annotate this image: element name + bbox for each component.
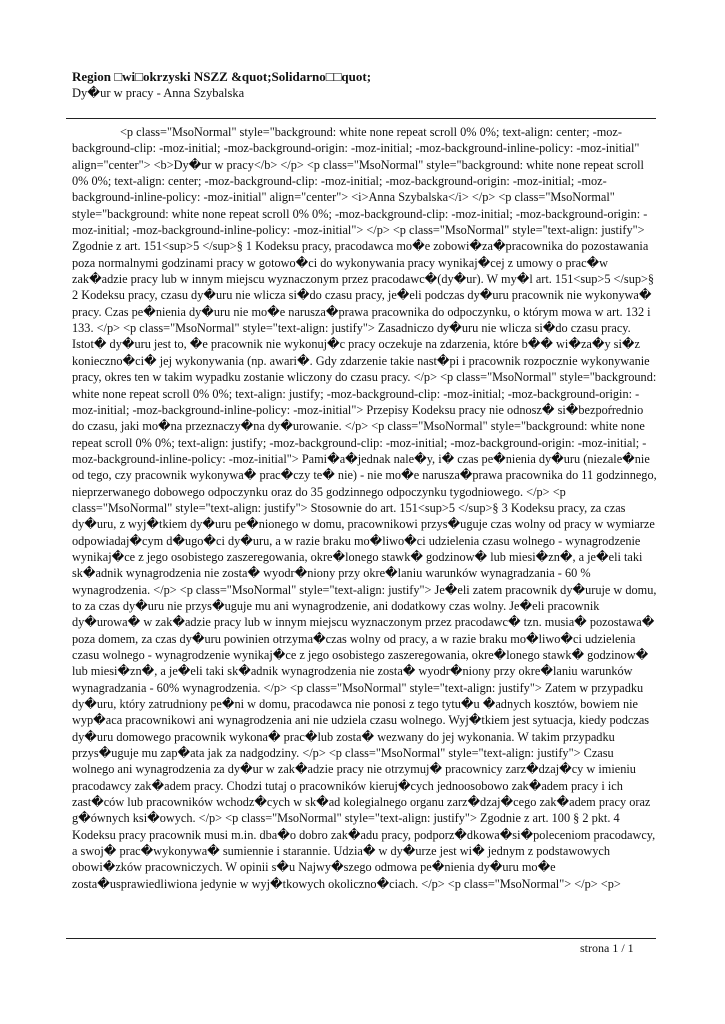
page-number: strona 1 / 1	[580, 941, 634, 955]
site-title: Region □wi□okrzyski NSZZ &quot;Solidarno□□quot;	[72, 69, 372, 84]
page-header	[72, 68, 657, 102]
footer-divider	[66, 938, 656, 939]
article-subtitle: Dy�ur w pracy - Anna Szybalska	[72, 86, 245, 100]
article-body: <p class="MsoNormal" style="background: white none repeat scroll 0% 0%; text-align: center; -moz-background-clip: -moz-initial; -moz-background-origin: -moz-initial; -moz-background-inline-policy: -moz-initial" align="center"> <b>Dy�ur w pracy</b> </p> <p class="MsoNormal" style="background: white none repeat scroll 0% 0%; text-align: center; -moz-background-clip: -moz-initial; -moz-background-origin: -moz-initial; -moz-background-inline-policy: -moz-initial" align="center"> <i>Anna Szybalska</i> </p> <p class="MsoNormal" style="background: white none repeat scroll 0% 0%; -moz-background-clip: -moz-initial; -moz-background-origin: -moz-initial; -moz-background-inline-policy: -moz-initial"> </p> <p class="MsoNormal" style="text-align: justify"> Zgodnie z art. 151<sup>5 </sup>§ 1 Kodeksu pracy, pracodawca mo�e zobowi�za�pracownika do pozostawania poza normalnymi godzinami pracy w gotowo�ci do wykonywania pracy wynikaj�cej z umowy o prac�w zak�adzie pracy lub w innym miejscu wyznaczonym przez pracodawc�(dy�ur). W my�l art. 151<sup>5 </sup>§ 2 Kodeksu pracy, czasu dy�uru nie wlicza si�do czasu pracy, je�eli podczas dy�uru pracownik nie wykonywa� pracy. Czas pe�nienia dy�uru nie mo�e narusza�prawa pracownika do odpoczynku, o którym mowa w art. 132 i 133. </p> <p class="MsoNormal" style="text-align: justify"> Zasadniczo dy�uru nie wlicza si�do czasu pracy. Istot� dy�uru jest to, �e pracownik nie wykonuj�c pracy oczekuje na zdarzenia, które b�� wi�za�y si�z konieczno�ci� jej wykonywania (np. awari�. Gdy zdarzenie takie nast�pi i pracownik rozpocznie wykonywanie pracy, okres ten w takim wypadku zostanie wliczony do czasu pracy. </p> <p class="MsoNormal" style="background: white none repeat scroll 0% 0%; text-align: justify; -moz-background-clip: -moz-initial; -moz-background-origin: -moz-initial; -moz-background-inline-policy: -moz-initial"> Przepisy Kodeksu pracy nie odnosz� si�bezpoŕrednio do czasu, jaki mo�na przeznaczy�na dy�urowanie. </p> <p class="MsoNormal" style="background: white none repeat scroll 0% 0%; text-align: justify; -moz-background-clip: -moz-initial; -moz-background-origin: -moz-initial; -moz-background-inline-policy: -moz-initial"> Pami�a�jednak nale�y, i� czas pe�nienia dy�uru (niezale�nie od tego, czy pracownik wykonywa� prac�czy te� nie) - nie mo�e narusza�prawa pracownika do 11 godzinnego, nieprzerwanego dobowego odpoczynku oraz do 35 godzinnego odpoczynku tygodniowego. </p> <p class="MsoNormal" style="text-align: justify"> Stosownie do art. 151<sup>5 </sup>§ 3 Kodeksu pracy, za czas dy�uru, z wyj�tkiem dy�uru pe�nionego w domu, pracownikowi przys�uguje czas wolny od pracy w wymiarze odpowiadaj�cym d�ugo�ci dy�uru, a w razie braku mo�liwo�ci udzielenia czasu wolnego - wynagrodzenie wynikaj�ce z jego osobistego zaszeregowania, okre�lonego stawk� godzinow� lub miesi�zn�, a je�eli taki sk�adnik wynagrodzenia nie zosta� wyodr�niony przy okre�laniu warunków wynagradzania - 60 % wynagrodzenia. </p> <p class="MsoNormal" style="text-align: justify"> Je�eli zatem pracownik dy�uruje w domu, to za czas dy�uru nie przys�uguje mu ani wynagrodzenie, ani dodatkowy czas wolny. Je�eli pracownik dy�urowa� w zak�adzie pracy lub w innym miejscu wyznaczonym przez pracodawc� tzn. musia� pozostawa� poza domem, za czas dy�uru powinien otrzyma�czas wolny od pracy, a w razie braku mo�liwo�ci udzielenia czasu wolnego - wynagrodzenie wynikaj�ce z jego osobistego zaszeregowania, okre�lonego stawk� godzinow� lub miesi�zn�, a je�eli taki sk�adnik wynagrodzenia nie zosta� wyodr�niony przy okre�laniu warunków wynagradzania - 60% wynagrodzenia. </p> <p class="MsoNormal" style="text-align: justify"> Zatem w przypadku dy�uru, który zatrudniony pe�ni w domu, pracodawca nie ponosi z tego tytu�u �adnych kosztów, bowiem nie wyp�aca pracownikowi ani wynagrodzenia ani nie udziela czasu wolnego. Wyj�tkiem jest sytuacja, kiedy podczas dy�uru domowego pracownik wykona� prac�lub zosta� wezwany do jej wykonania. W takim przypadku przys�uguje mu zap�ata jak za nadgodziny. </p> <p class="MsoNormal" style="text-align: justify"> Czasu wolnego ani wynagrodzenia za dy�ur w zak�adzie pracy nie otrzymuj� pracownicy zarz�dzaj�cy w imieniu pracodawcy zak�adem pracy. Chodzi tutaj o pracowników kieruj�cych jednoosobowo zak�adem pracy i ich zast�ców lub pracowników wchodz�cych w sk�ad kolegialnego organu zarz�dzaj�cego zak�adem pracy oraz g�ównych ksi�owych. </p> <p class="MsoNormal" style="text-align: justify"> Zgodnie z art. 100 § 2 pkt. 4 Kodeksu pracy pracownik musi m.in. dba�o dobro zak�adu pracy, podporz�dkowa�si�poleceniom pracodawcy, a swoj� prac�wykonywa� sumiennie i starannie. Udzia� w dy�urze jest wi� jednym z podstawowych obowi�zków pracowniczych. W opinii s�u Najwy�szego odmowa pe�nienia dy�uru mo�e zosta�usprawiedliwiona jedynie w wyj�tkowych okoliczno�ciach. </p> <p class="MsoNormal"> </p> <p>	[72, 125, 657, 891]
header-divider	[66, 118, 656, 119]
